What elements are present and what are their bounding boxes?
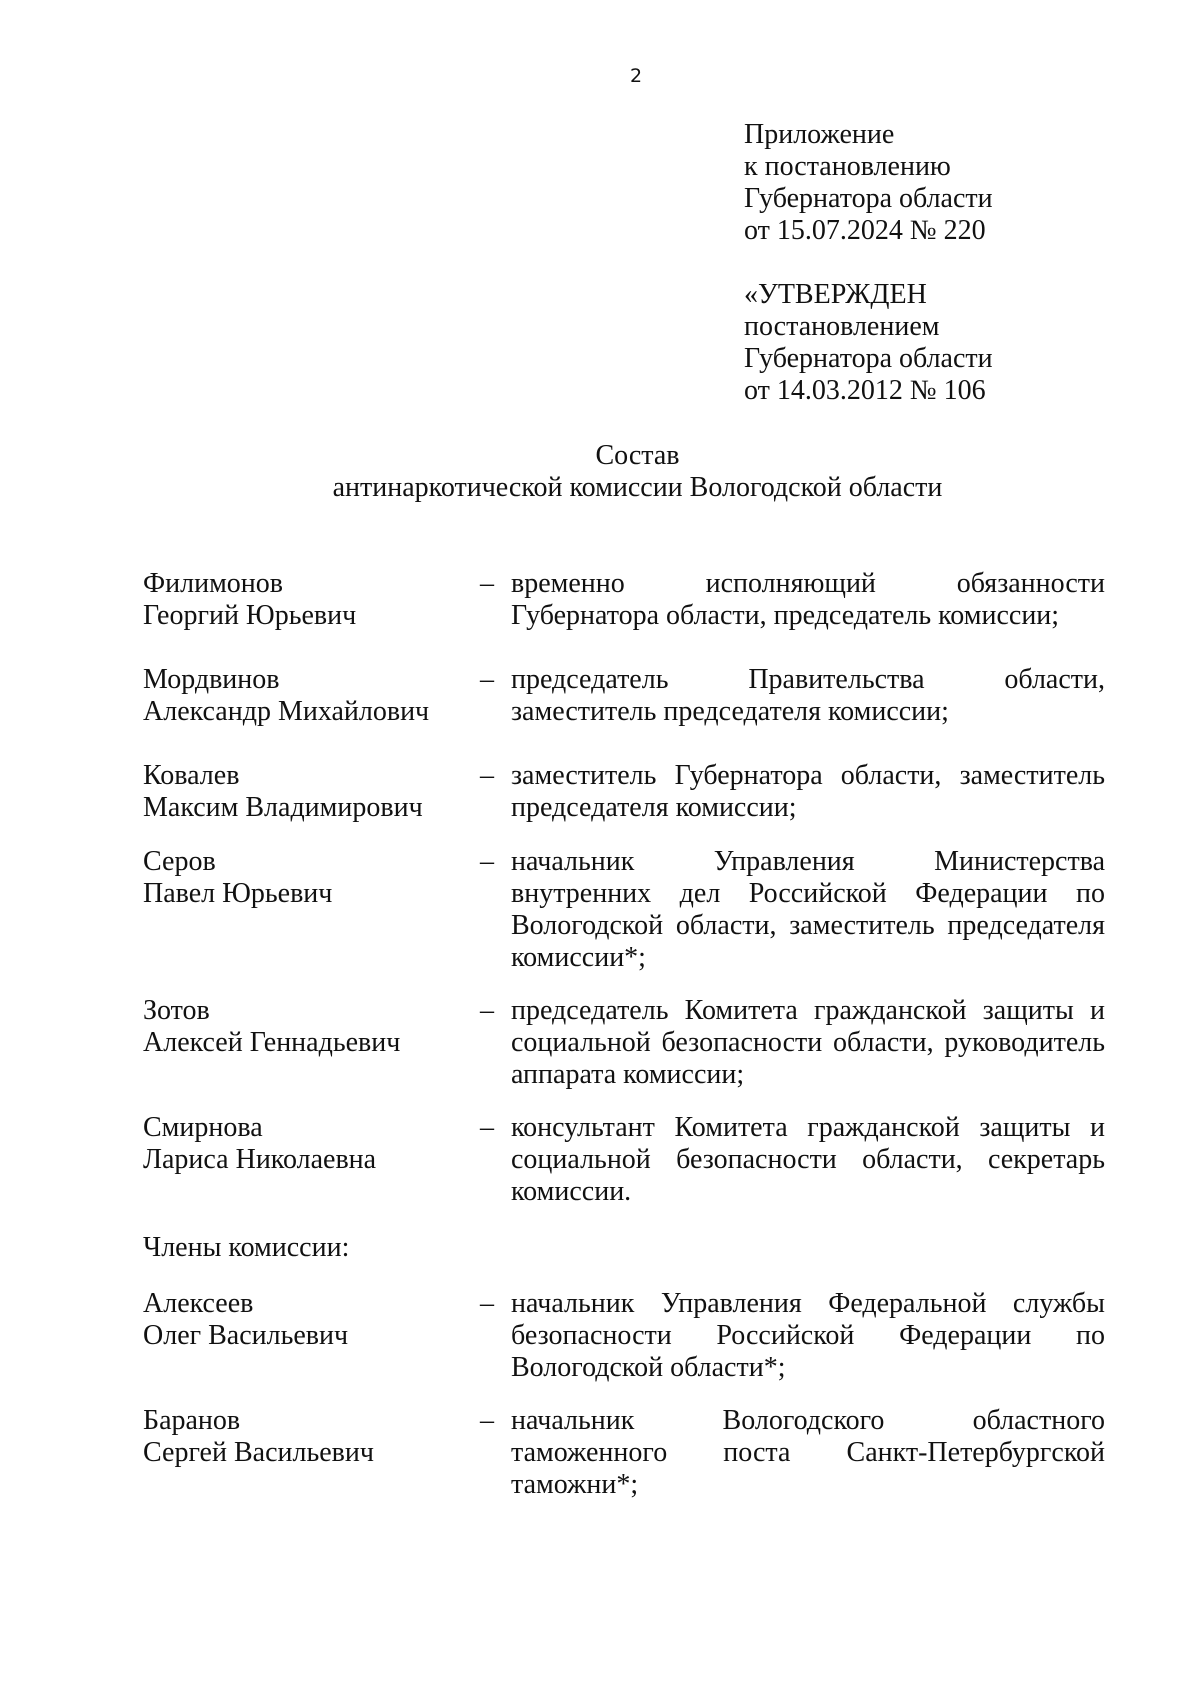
appendix-line: от 15.07.2024 № 220 bbox=[744, 215, 986, 246]
member-surname: Зотов bbox=[143, 995, 210, 1026]
dash: – bbox=[480, 1405, 494, 1436]
member-surname: Мордвинов bbox=[143, 664, 280, 695]
approved-line: Губернатора области bbox=[744, 343, 993, 374]
member-role: временно исполняющий обязанности Губернатора области, председатель комиссии; bbox=[511, 568, 1105, 631]
member-given-name: Сергей Васильевич bbox=[143, 1437, 374, 1468]
member-name bbox=[143, 1288, 463, 1352]
appendix-line: к постановлению bbox=[744, 151, 951, 182]
member-given-name: Лариса Николаевна bbox=[143, 1144, 377, 1175]
member-surname: Ковалев bbox=[143, 760, 240, 791]
dash: – bbox=[480, 846, 494, 877]
dash: – bbox=[480, 664, 494, 695]
member-row bbox=[143, 1112, 1105, 1208]
appendix-line: Приложение bbox=[744, 119, 895, 150]
member-row bbox=[143, 995, 1105, 1091]
dash: – bbox=[480, 1288, 494, 1319]
member-surname: Баранов bbox=[143, 1405, 241, 1436]
member-role: заместитель Губернатора области, заместитель председателя комиссии; bbox=[511, 760, 1105, 823]
title-line-2: антинаркотической комиссии Вологодской области bbox=[332, 472, 943, 503]
dash: – bbox=[480, 568, 494, 599]
member-row bbox=[143, 568, 1105, 632]
dash: – bbox=[480, 760, 494, 791]
document-title bbox=[0, 440, 1200, 504]
member-name bbox=[143, 1112, 463, 1176]
member-surname: Серов bbox=[143, 846, 216, 877]
appendix-line: Губернатора области bbox=[744, 183, 993, 214]
member-given-name: Александр Михайлович bbox=[143, 696, 430, 727]
members-header: Члены комиссии: bbox=[143, 1232, 350, 1263]
member-name bbox=[143, 664, 463, 728]
member-surname: Смирнова bbox=[143, 1112, 263, 1143]
member-row bbox=[143, 1405, 1105, 1501]
page-number: 2 bbox=[630, 65, 643, 87]
approved-line: постановлением bbox=[744, 311, 940, 342]
member-given-name: Максим Владимирович bbox=[143, 792, 423, 823]
member-row bbox=[143, 664, 1105, 728]
member-name bbox=[143, 995, 463, 1059]
dash: – bbox=[480, 1112, 494, 1143]
member-row bbox=[143, 760, 1105, 824]
commission-members bbox=[143, 568, 1105, 1501]
approved-line: от 14.03.2012 № 106 bbox=[744, 375, 986, 406]
member-given-name: Олег Васильевич bbox=[143, 1320, 349, 1351]
member-role: председатель Комитета гражданской защиты и социальной безопасности области, руководитель аппарата комиссии; bbox=[511, 995, 1105, 1090]
member-role: консультант Комитета гражданской защиты и социальной безопасности области, секретарь комиссии. bbox=[511, 1112, 1105, 1207]
member-name bbox=[143, 568, 463, 632]
member-role: председатель Правительства области, заместитель председателя комиссии; bbox=[511, 664, 1105, 727]
member-row bbox=[143, 846, 1105, 974]
dash: – bbox=[480, 995, 494, 1026]
member-role: начальник Управления Министерства внутренних дел Российской Федерации по Вологодской области, заместитель председателя комиссии*; bbox=[511, 846, 1105, 973]
appendix-block bbox=[744, 119, 1144, 247]
member-name bbox=[143, 760, 463, 824]
approved-line: «УТВЕРЖДЕН bbox=[744, 279, 927, 310]
member-role: начальник Вологодского областного таможенного поста Санкт-Петербургской таможни*; bbox=[511, 1405, 1105, 1500]
member-given-name: Алексей Геннадьевич bbox=[143, 1027, 401, 1058]
member-surname: Филимонов bbox=[143, 568, 283, 599]
title-line-1: Состав bbox=[595, 440, 680, 471]
member-row bbox=[143, 1288, 1105, 1384]
member-given-name: Георгий Юрьевич bbox=[143, 600, 357, 631]
member-name bbox=[143, 1405, 463, 1469]
approved-block bbox=[744, 279, 1144, 407]
member-name bbox=[143, 846, 463, 910]
member-role: начальник Управления Федеральной службы безопасности Российской Федерации по Вологодской области*; bbox=[511, 1288, 1105, 1383]
member-surname: Алексеев bbox=[143, 1288, 254, 1319]
member-given-name: Павел Юрьевич bbox=[143, 878, 333, 909]
